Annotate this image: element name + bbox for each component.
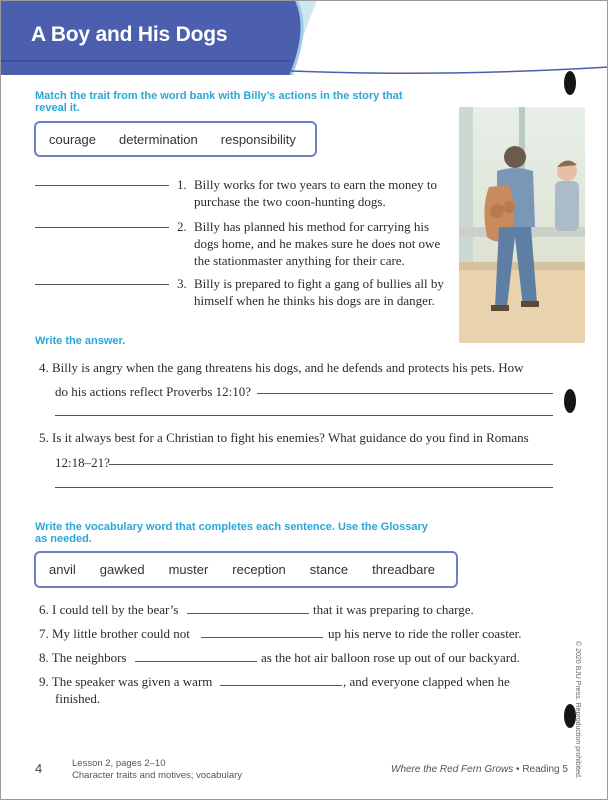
vocab-blank-7[interactable]: [201, 637, 323, 638]
section2-instruction: Write the answer.: [35, 335, 126, 347]
answer-line-5a[interactable]: [109, 464, 553, 465]
vocab-word: stance: [309, 562, 349, 577]
page-number: 4: [35, 761, 43, 776]
binder-hole-middle: [564, 389, 576, 413]
question-4-line2: do his actions reflect Proverbs 12:10?: [55, 384, 252, 399]
section3-instruction: Write the vocabulary word that completes each sentence. Use the Glossary as needed.: [35, 521, 428, 545]
sentence-7-end: up his nerve to ride the roller coaster.: [328, 626, 522, 641]
lesson-topic: Character traits and motives; vocabulary: [72, 770, 243, 781]
question-5-line2: 12:18–21?: [55, 455, 110, 470]
header-rule: [291, 57, 608, 77]
sentence-8-start: 8. The neighbors: [39, 650, 127, 665]
lesson-pages: Lesson 2, pages 2–10: [72, 758, 166, 769]
answer-blank-1[interactable]: [35, 185, 169, 186]
item-text-2: Billy has planned his method for carrying his dogs home, and he makes sure he does not owe the stationmaster anything for their care.: [194, 219, 441, 268]
item-number-3: 3.: [177, 276, 187, 291]
boy-with-dogs-illustration: [459, 107, 585, 343]
question-4-line1: 4. Billy is angry when the gang threatens his dogs, and he defends and protects his pets. How: [39, 360, 524, 375]
item-number-1: 1.: [177, 177, 187, 192]
answer-blank-2[interactable]: [35, 227, 169, 228]
vocab-word: muster: [168, 562, 209, 577]
vocab-blank-6[interactable]: [187, 613, 309, 614]
item-text-3: Billy is prepared to fight a gang of bullies all by himself when he thinks his dogs are in danger.: [194, 276, 444, 308]
sentence-8-end: as the hot air balloon rose up out of our backyard.: [261, 650, 520, 665]
sentence-9-line2: finished.: [55, 691, 101, 706]
trait-word-bank: [34, 121, 317, 157]
book-reference: [391, 764, 568, 775]
answer-line-4b[interactable]: [55, 415, 553, 416]
book-title: Where the Red Fern Grows: [391, 764, 514, 775]
word-bank-item: courage: [49, 131, 96, 147]
vocab-word: threadbare: [372, 562, 435, 577]
sentence-6-start: 6. I could tell by the bear’s: [39, 602, 179, 617]
answer-line-4a[interactable]: [257, 393, 553, 394]
item-text-1: Billy works for two years to earn the money to purchase the two coon-hunting dogs.: [194, 177, 437, 209]
vocab-word: gawked: [99, 562, 145, 577]
word-bank-item: responsibility: [220, 131, 296, 147]
question-5-line1: 5. Is it always best for a Christian to fight his enemies? What guidance do you find in Romans: [39, 430, 529, 445]
lesson-info: [72, 758, 242, 782]
vocab-blank-9[interactable]: [220, 685, 342, 686]
item-number-2: 2.: [177, 219, 187, 234]
sentence-6-end: that it was preparing to charge.: [313, 602, 474, 617]
answer-line-5b[interactable]: [55, 487, 553, 488]
sentence-9-start: 9. The speaker was given a warm: [39, 674, 213, 689]
sentence-7-start: 7. My little brother could not: [39, 626, 190, 641]
reading-label: • Reading 5: [516, 764, 568, 775]
answer-blank-3[interactable]: [35, 284, 169, 285]
word-bank-item: determination: [118, 131, 198, 147]
sentence-9-end: , and everyone clapped when he: [343, 674, 510, 689]
copyright-notice: © 2020 BJU Press. Reproduction prohibited.: [574, 641, 581, 779]
vocab-word: anvil: [49, 562, 76, 577]
vocab-word: reception: [232, 562, 286, 577]
section1-instruction: Match the trait from the word bank with Billy’s actions in the story that reveal it.: [35, 90, 403, 114]
vocabulary-word-bank: [34, 551, 458, 588]
binder-hole-top: [564, 71, 576, 95]
page-title: A Boy and His Dogs: [31, 23, 228, 46]
vocab-blank-8[interactable]: [135, 661, 257, 662]
